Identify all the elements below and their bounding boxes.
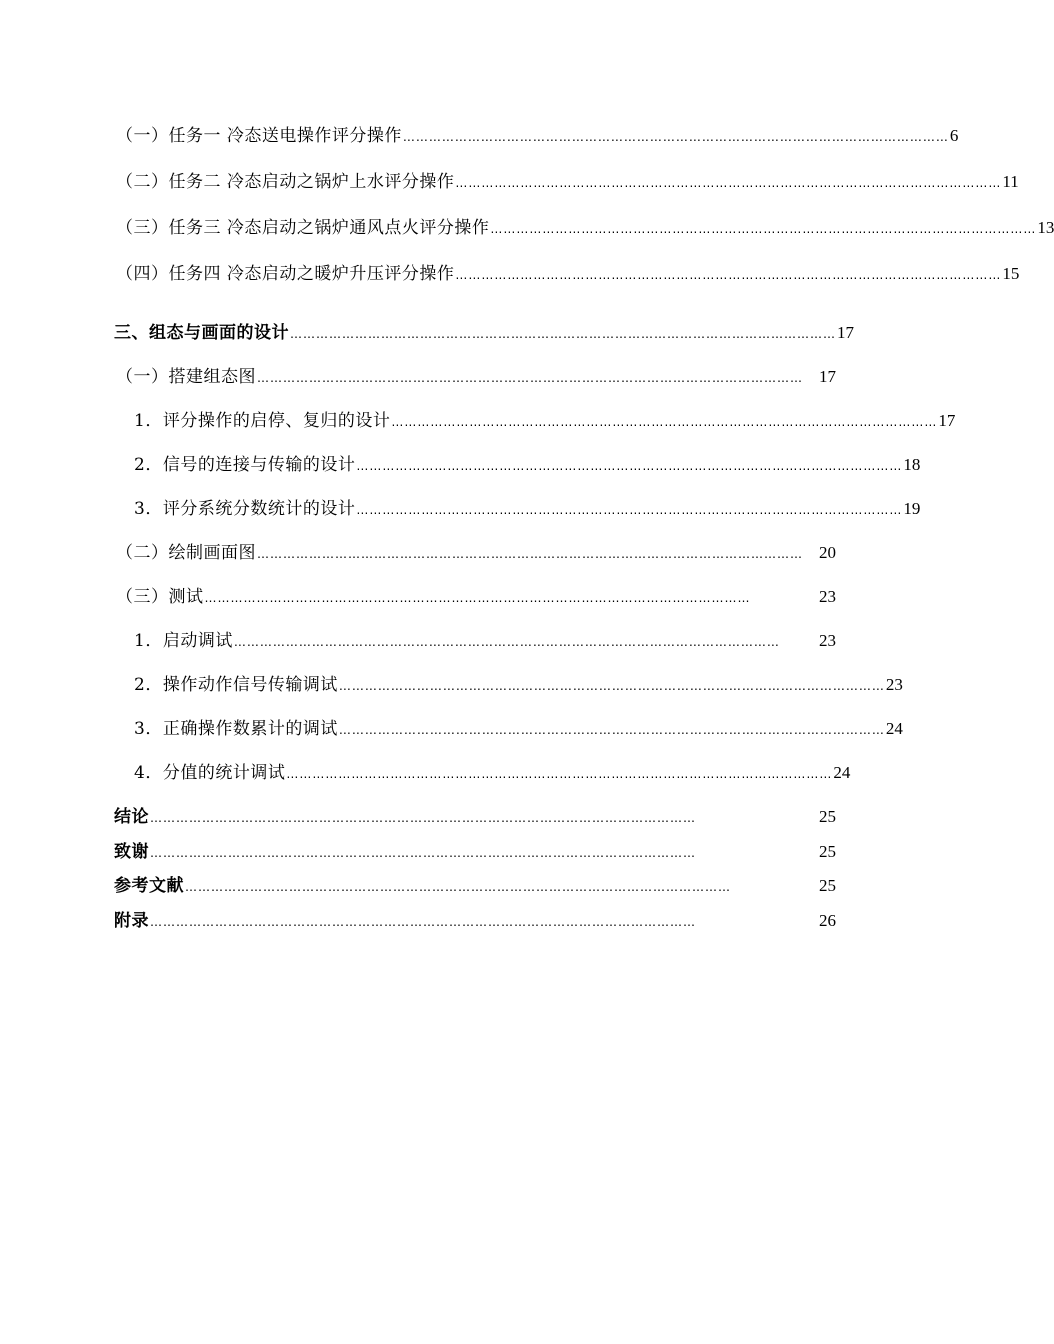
- toc-entry-text: 1．启动调试: [134, 631, 233, 651]
- toc-page-number: 26: [819, 911, 836, 930]
- toc-dot-leader: ………………………………………………………………………………………………………………: [455, 176, 1002, 190]
- toc-entry-text: （三）测试: [116, 587, 204, 607]
- toc-dot-leader: ………………………………………………………………………………………………………………: [356, 459, 903, 473]
- toc-page-number: 23: [819, 587, 836, 606]
- toc-entry-text: 3．正确操作数累计的调试: [134, 719, 338, 739]
- toc-subsection-3-1-2: [134, 453, 921, 477]
- toc-dot-leader: ………………………………………………………………………………………………………………: [455, 268, 1002, 282]
- toc-dot-leader: ………………………………………………………………………………………………………………: [150, 811, 696, 825]
- toc-entry-text: 三、组态与画面的设计: [114, 323, 289, 343]
- toc-page-number: 20: [819, 543, 836, 562]
- toc-page-number: 24: [885, 719, 903, 738]
- toc-entry-text: 参考文献: [114, 876, 184, 896]
- toc-subsection-3-1-3: [134, 497, 921, 521]
- toc-dot-leader: ………………………………………………………………………………………………………………: [233, 635, 780, 649]
- toc-subsection-3-3-2: [134, 673, 903, 697]
- toc-entry-text: （一）搭建组态图: [116, 367, 256, 387]
- toc-entry-text: 1．评分操作的启停、复归的设计: [134, 411, 391, 431]
- toc-entry-text: （二）任务二 冷态启动之锅炉上水评分操作: [116, 172, 455, 192]
- toc-page-number: 23: [819, 631, 836, 650]
- toc-page-number: 23: [885, 675, 903, 694]
- toc-subsection-3-3-1: [134, 629, 836, 653]
- toc-section-3-1: [116, 365, 836, 389]
- toc-dot-leader: ………………………………………………………………………………………………………………: [150, 846, 696, 860]
- toc-subsection-3-3-3: [134, 717, 903, 741]
- toc-appendix: [114, 909, 836, 933]
- toc-page-number: 17: [938, 411, 956, 430]
- toc-page-number: 24: [833, 763, 851, 782]
- toc-entry-task-2: [116, 170, 1019, 194]
- toc-page-number: 19: [903, 499, 921, 518]
- toc-dot-leader: ………………………………………………………………………………………………………………: [402, 130, 949, 144]
- toc-dot-leader: ………………………………………………………………………………………………………………: [286, 767, 833, 781]
- toc-entry-text: 3．评分系统分数统计的设计: [134, 499, 356, 519]
- toc-entry-text: 4．分值的统计调试: [134, 763, 286, 783]
- toc-dot-leader: ………………………………………………………………………………………………………………: [290, 327, 836, 341]
- toc-page-number: 13: [1037, 218, 1054, 237]
- toc-page-number: 25: [819, 876, 836, 895]
- toc-page-number: 15: [1002, 264, 1020, 283]
- toc-entry-text: 致谢: [114, 842, 149, 862]
- toc-page-number: 25: [819, 807, 836, 826]
- toc-subsection-3-3-4: [134, 761, 851, 785]
- toc-entry-text: （二）绘制画面图: [116, 543, 256, 563]
- toc-dot-leader: ………………………………………………………………………………………………………………: [257, 371, 803, 385]
- toc-entry-text: （四）任务四 冷态启动之暖炉升压评分操作: [116, 264, 455, 284]
- toc-dot-leader: ………………………………………………………………………………………………………………: [391, 415, 938, 429]
- toc-entry-task-1: [116, 124, 959, 148]
- toc-dot-leader: ………………………………………………………………………………………………………………: [185, 880, 731, 894]
- toc-entry-text: （三）任务三 冷态启动之锅炉通风点火评分操作: [116, 218, 490, 238]
- toc-dot-leader: ………………………………………………………………………………………………………………: [356, 503, 903, 517]
- toc-dot-leader: ………………………………………………………………………………………………………………: [338, 723, 885, 737]
- toc-entry-text: （一）任务一 冷态送电操作评分操作: [116, 126, 402, 146]
- toc-acknowledgements: [114, 840, 836, 864]
- toc-subsection-3-1-1: [134, 409, 956, 433]
- toc-entry-text: 结论: [114, 807, 149, 827]
- toc-page-number: 17: [819, 367, 836, 386]
- toc-page-number: 6: [949, 126, 959, 145]
- toc-dot-leader: ………………………………………………………………………………………………………………: [150, 915, 696, 929]
- toc-chapter-3: [114, 321, 854, 345]
- toc-dot-leader: ………………………………………………………………………………………………………………: [490, 222, 1037, 236]
- toc-dot-leader: ………………………………………………………………………………………………………………: [257, 547, 803, 561]
- toc-section-3-2: [116, 541, 836, 565]
- toc-section-3-3: [116, 585, 836, 609]
- toc-dot-leader: ………………………………………………………………………………………………………………: [338, 679, 885, 693]
- toc-page-number: 25: [819, 842, 836, 861]
- toc-dot-leader: ………………………………………………………………………………………………………………: [204, 591, 751, 605]
- toc-entry-text: 2．信号的连接与传输的设计: [134, 455, 356, 475]
- toc-entry-text: 附录: [114, 911, 149, 931]
- toc-page-number: 18: [903, 455, 921, 474]
- toc-entry-text: 2．操作动作信号传输调试: [134, 675, 338, 695]
- toc-page-number: 11: [1002, 172, 1019, 191]
- toc-entry-task-3: [116, 216, 1054, 240]
- toc-conclusion: [114, 805, 836, 829]
- toc-page-number: 17: [837, 323, 854, 342]
- toc-entry-task-4: [116, 262, 1020, 286]
- toc-references: [114, 874, 836, 898]
